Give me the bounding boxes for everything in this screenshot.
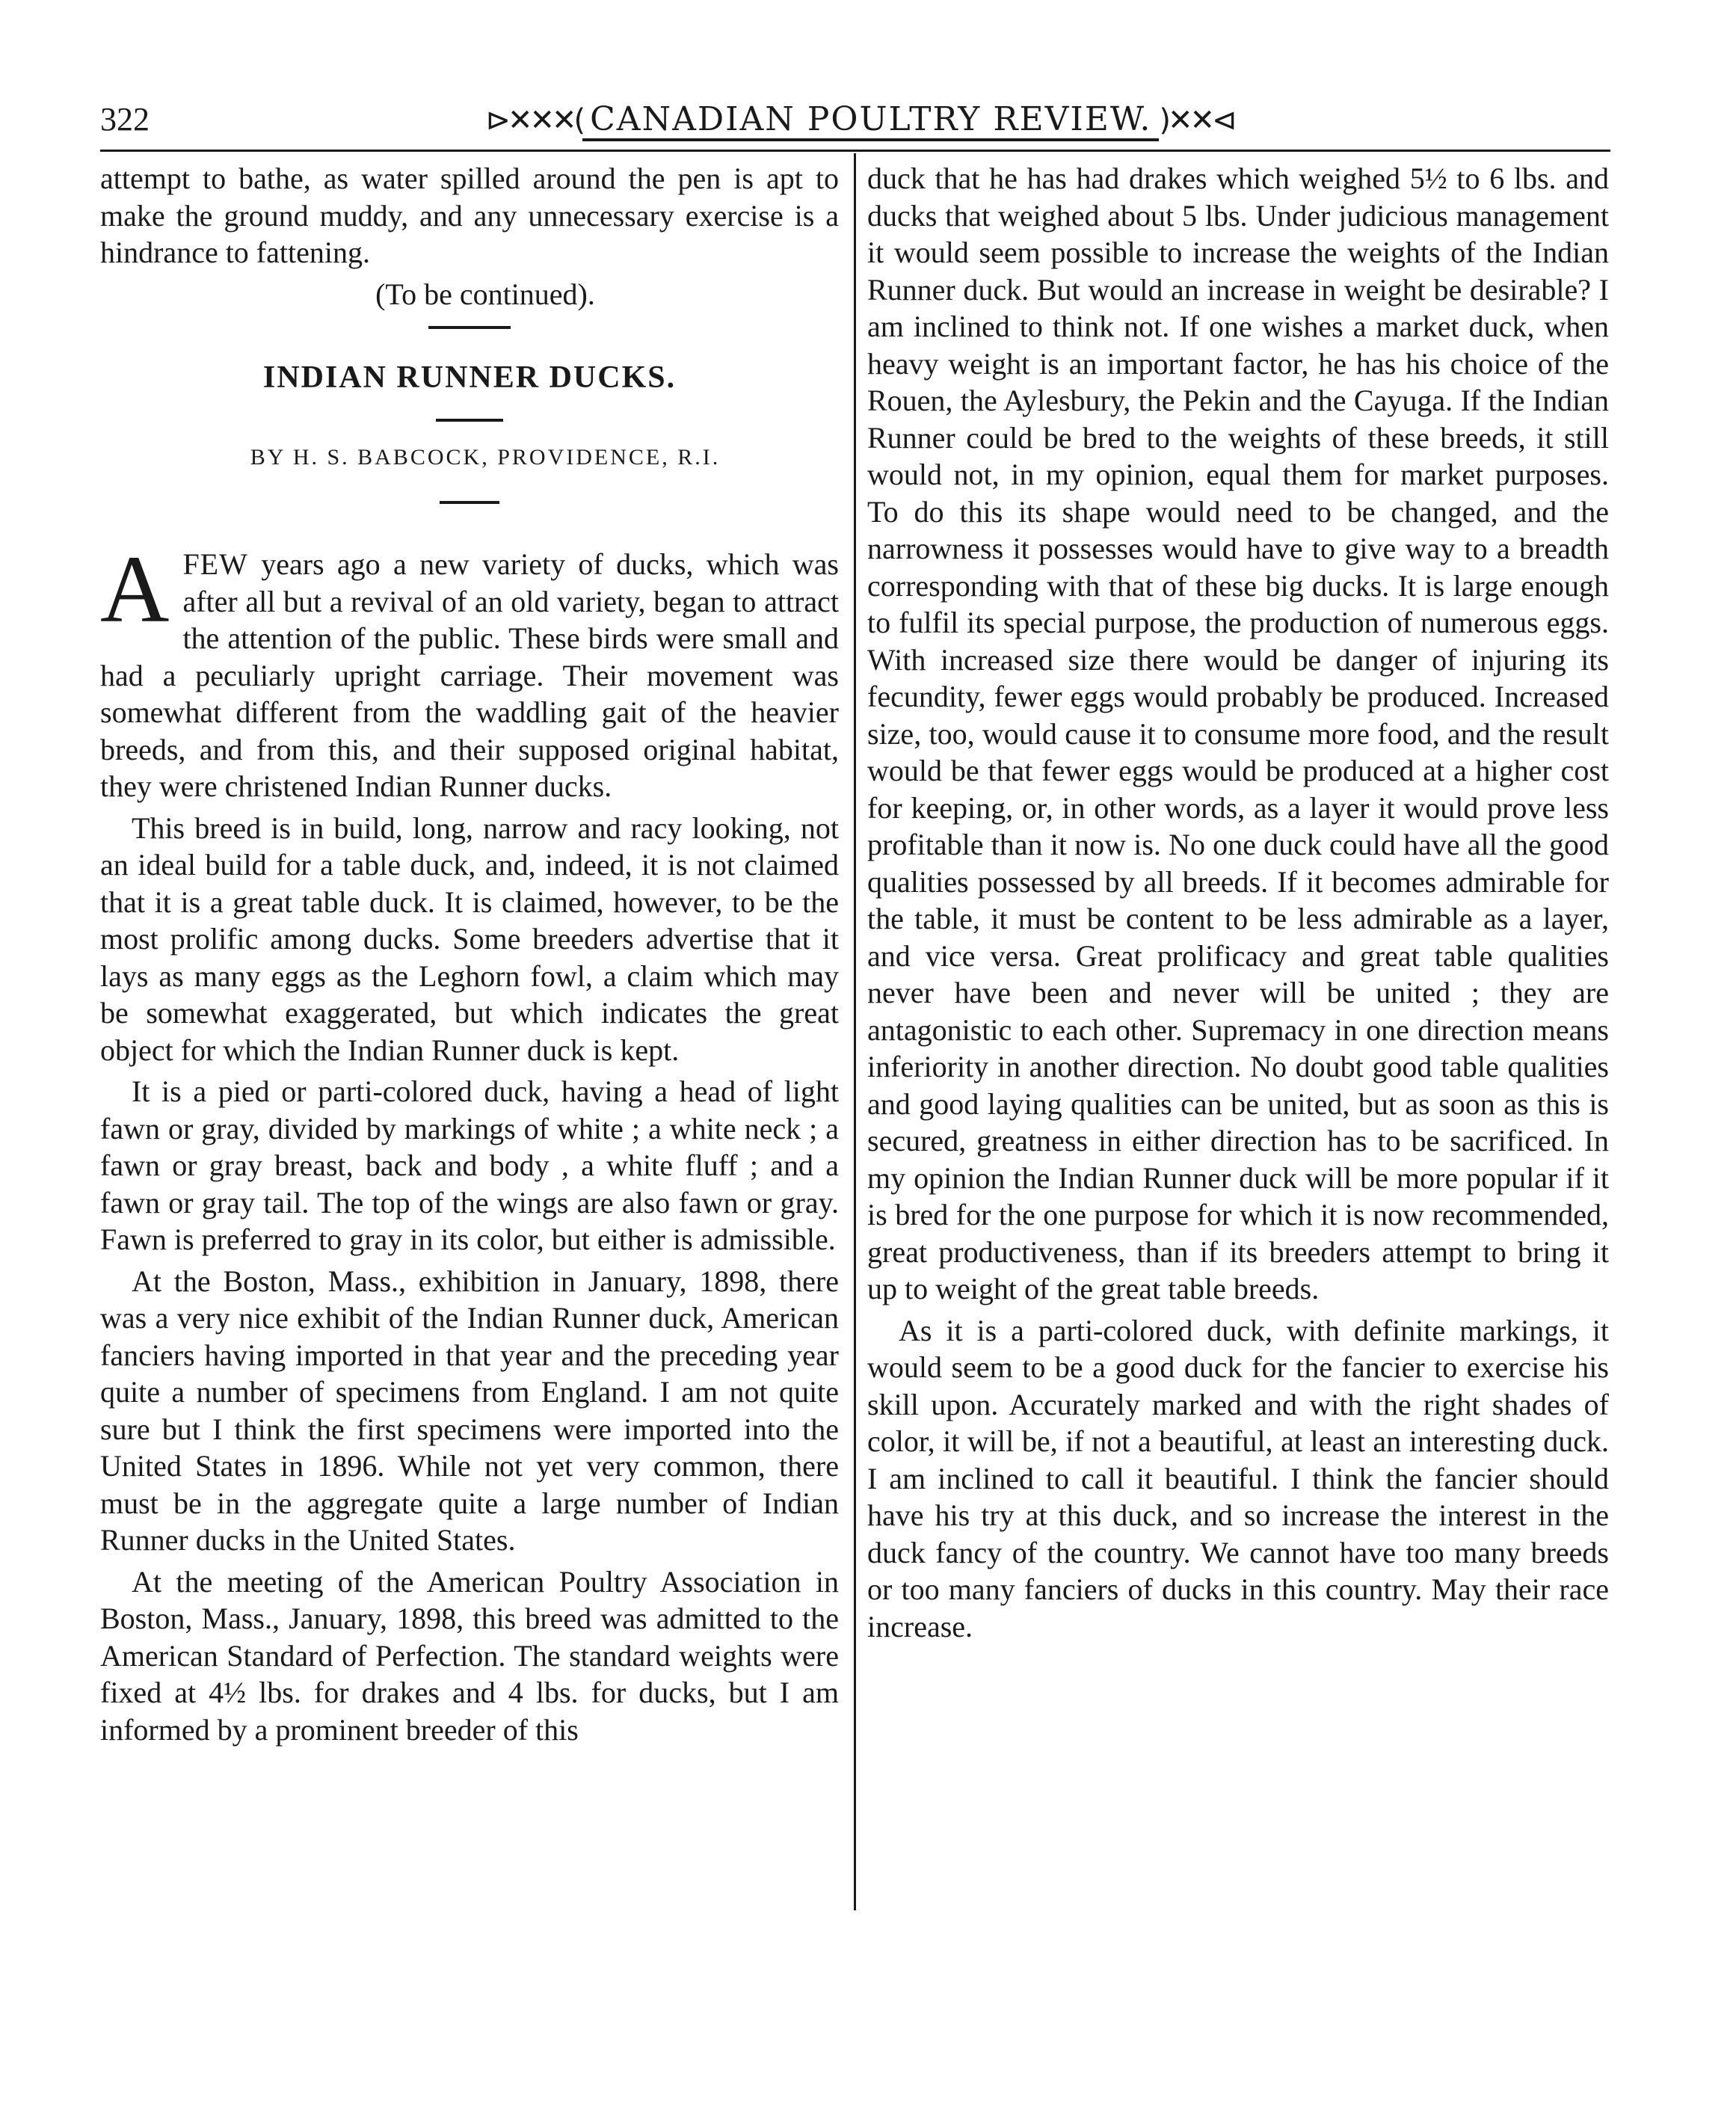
left-column — [100, 160, 839, 1753]
article-paragraph-1 — [100, 536, 839, 805]
section-rule — [428, 326, 511, 329]
article-paragraph-5: At the meeting of the American Poultry Association in Boston, Mass., January, 1898, this breed was admitted to the American Standard of Perfection. The standard weights were fixed at 4½ lbs. for drakes and 4 lbs. for ducks, but I am informed by a prominent breeder of this — [100, 1564, 839, 1747]
article-paragraph-7: As it is a parti-colored duck, with definite markings, it would seem to be a good duck for the fancier to exercise his skill upon. Accurately marked and with the right shades of color, it will be, if not a beautiful, at least an interesting duck. I am inclined to call it beautiful. I think the fancier should have his try at this duck, and so increase the interest in the duck fancy of the country. We cannot have too many breeds or too many fanciers of ducks in this country. May their race increase. — [867, 1313, 1609, 1643]
right-column — [867, 160, 1609, 1649]
paragraph-1-text: years ago a new variety of ducks, which was after all but a revival of an old variety, began to attract the attention of the public. These birds were small and had a peculiarly upright carriage. Their movement was somewhat different from the waddling gait of the heavier breeds, and from this, and their supposed original habitat, they were christened Indian Runner ducks. — [100, 547, 839, 804]
article-paragraph-3: It is a pied or parti-colored duck, having a head of light fawn or gray, divided by markings of white ; a white neck ; a fawn or gray breast, back and body , a white fluff ; and a fawn or gray tail. The top of the wings are also fawn or gray. Fawn is preferred to gray in its color, but either is admissible. — [100, 1074, 839, 1257]
byline-rule — [440, 501, 499, 504]
title-rule — [436, 419, 503, 422]
masthead-ornament-right: )✕✕⊲ — [1159, 103, 1234, 138]
drop-cap: A — [100, 536, 170, 643]
article-title: INDIAN RUNNER DUCKS. — [262, 360, 677, 395]
article-byline: BY H. S. BABCOCK, PROVIDENCE, R.I. — [250, 445, 721, 470]
column-divider — [854, 153, 856, 1910]
masthead — [485, 88, 1234, 153]
to-be-continued-note: (To be continued). — [375, 277, 595, 311]
page-number: 322 — [100, 101, 150, 138]
continuation-paragraph: attempt to bathe, as water spilled around the pen is apt to make the ground muddy, and any unnecessary exercise is a hindrance to fattening. — [100, 162, 839, 269]
article-paragraph-6: duck that he has had drakes which weighed 5½ to 6 lbs. and ducks that weighed about 5 lbs. Under judicious management it would seem possible to increase the weights of the Indian Runner duck. But would an increase in weight be desirable? I am inclined to think not. If one wishes a market duck, when heavy weight is an important factor, he has his choice of the Rouen, the Aylesbury, the Pekin and the Cayuga. If the Indian Runner could be bred to the weights of these breeds, it still would not, in my opinion, equal them for market purposes. To do this its shape would need to be changed, and the narrowness it possesses would have to give way to a breadth corresponding with that of these big ducks. It is large enough to fulfil its special purpose, the production of numerous eggs. With increased size there would be danger of injuring its fecundity, fewer eggs would probably be produced. Increased size, too, would cause it to consume more food, and the result would be that fewer eggs would be produced at a higher cost for keeping, or, in other words, as a layer it would prove less profitable than it now is. No one duck could have all the good qualities possessed by all breeds. If it becomes admirable for the table, it must be content to be less admirable as a layer, and vice versa. Great prolificacy and great table qualities never have been and never will be united ; they are antagonistic to each other. Supremacy in one direction means inferiority in another direction. No doubt good table qualities and good laying qualities can be united, but as soon as this is secured, greatness in either direction has to be sacrificed. In my opinion the Indian Runner duck will be more popular if it is bred for the one purpose for which it is now recommended, great productiveness, than if its breeders attempt to bring it up to weight of the great table breeds. — [867, 162, 1609, 1305]
article-paragraph-2: This breed is in build, long, narrow and racy looking, not an ideal build for a table duck, and, indeed, it is not claimed that it is a great table duck. It is claimed, however, to be the most prolific among ducks. Some breeders advertise that it lays as many eggs as the Leghorn fowl, a claim which may be somewhat exaggerated, but which indicates the great object for which the Indian Runner duck is kept. — [100, 810, 839, 1067]
lead-caps: FEW — [182, 547, 248, 582]
header-rule — [100, 150, 1610, 152]
masthead-title: CANADIAN POULTRY REVIEW. — [582, 100, 1159, 141]
article-paragraph-4: At the Boston, Mass., exhibition in January, 1898, there was a very nice exhibit of the Indian Runner duck, American fanciers having imported in that year and the preceding year quite a number of specimens from England. I am not quite sure but I think the first specimens were imported into the United States in 1896. While not yet very common, there must be in the aggregate quite a large number of Indian Runner ducks in the United States. — [100, 1264, 839, 1557]
masthead-ornament-left: ⊳✕✕✕( — [485, 103, 583, 138]
